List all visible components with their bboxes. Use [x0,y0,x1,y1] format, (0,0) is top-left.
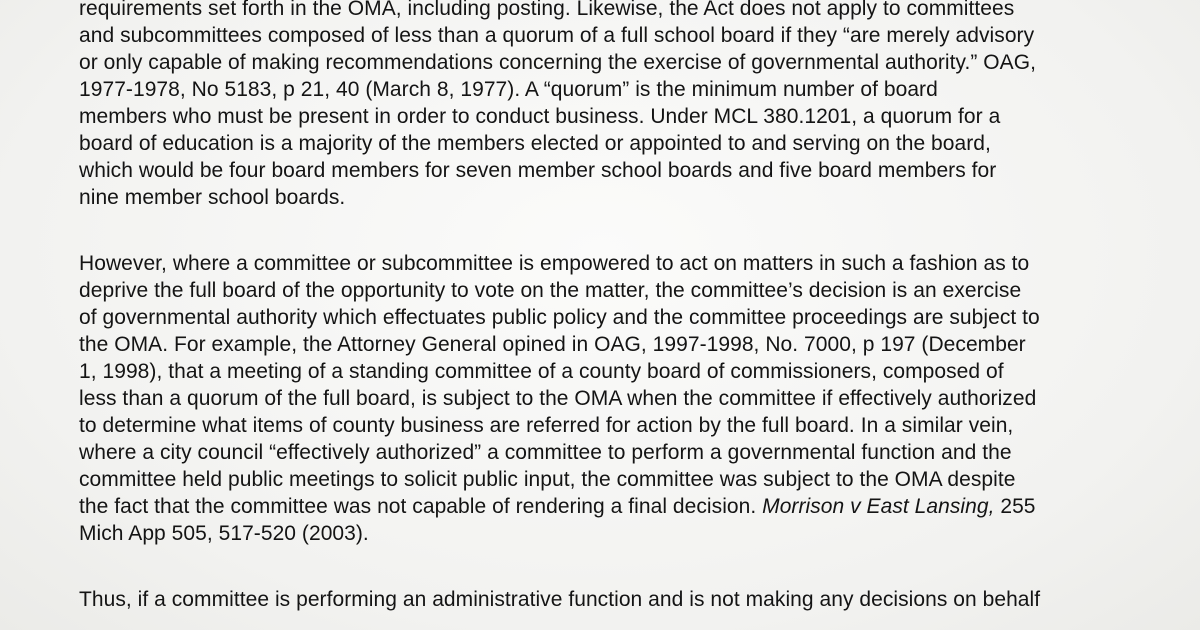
paragraph-2-line-3: of governmental authority which effectuates public policy and the committee proceedings are subject to [79,306,1040,329]
case-citation-italic: Morrison v East Lansing, [762,495,995,518]
paragraph-2-line-10-tail: 255 [994,495,1036,518]
paragraph-1-line-8: nine member school boards. [79,186,346,209]
paragraph-2-line-4: the OMA. For example, the Attorney General opined in OAG, 1997-1998, No. 7000, p 197 (December [79,333,1026,356]
paragraph-2-line-10-text: the fact that the committee was not capable of rendering a final decision. [79,495,763,518]
paragraph-1-line-6: board of education is a majority of the members elected or appointed to and serving on the board, [79,132,991,155]
paragraph-1-line-3: or only capable of making recommendations concerning the exercise of governmental authority.” OAG, [79,51,1036,74]
paragraph-3-line-1: Thus, if a committee is performing an administrative function and is not making any decisions on behalf [79,588,1041,611]
paragraph-1-line-7: which would be four board members for seven member school boards and five board members for [79,159,997,182]
paragraph-2-line-8: where a city council “effectively authorized” a committee to perform a governmental function and the [79,441,1012,464]
paragraph-1-line-5: members who must be present in order to conduct business. Under MCL 380.1201, a quorum for a [79,105,1001,128]
paragraph-2-line-11: Mich App 505, 517-520 (2003). [79,522,369,545]
paragraph-2-line-6: less than a quorum of the full board, is subject to the OMA when the committee if effectively authorized [79,387,1037,410]
paragraph-2-line-2: deprive the full board of the opportunity to vote on the matter, the committee’s decision is an exercise [79,279,1022,302]
paragraph-2-line-1: However, where a committee or subcommittee is empowered to act on matters in such a fashion as to [79,252,1030,275]
paragraph-2-line-9: committee held public meetings to solicit public input, the committee was subject to the OMA despite [79,468,1016,491]
paragraph-2-line-10 [79,493,1036,520]
paragraph-1-line-2: and subcommittees composed of less than a quorum of a full school board if they “are merely advisory [79,24,1035,47]
paragraph-1-line-1: requirements set forth in the OMA, including posting. Likewise, the Act does not apply to committees [79,0,1015,20]
paragraph-2-line-5: 1, 1998), that a meeting of a standing committee of a county board of commissioners, composed of [79,360,1004,383]
paragraph-1-line-4: 1977-1978, No 5183, p 21, 40 (March 8, 1977). A “quorum” is the minimum number of board [79,78,938,101]
paragraph-2-line-7: to determine what items of county business are referred for action by the full board. In a similar vein, [79,414,1014,437]
